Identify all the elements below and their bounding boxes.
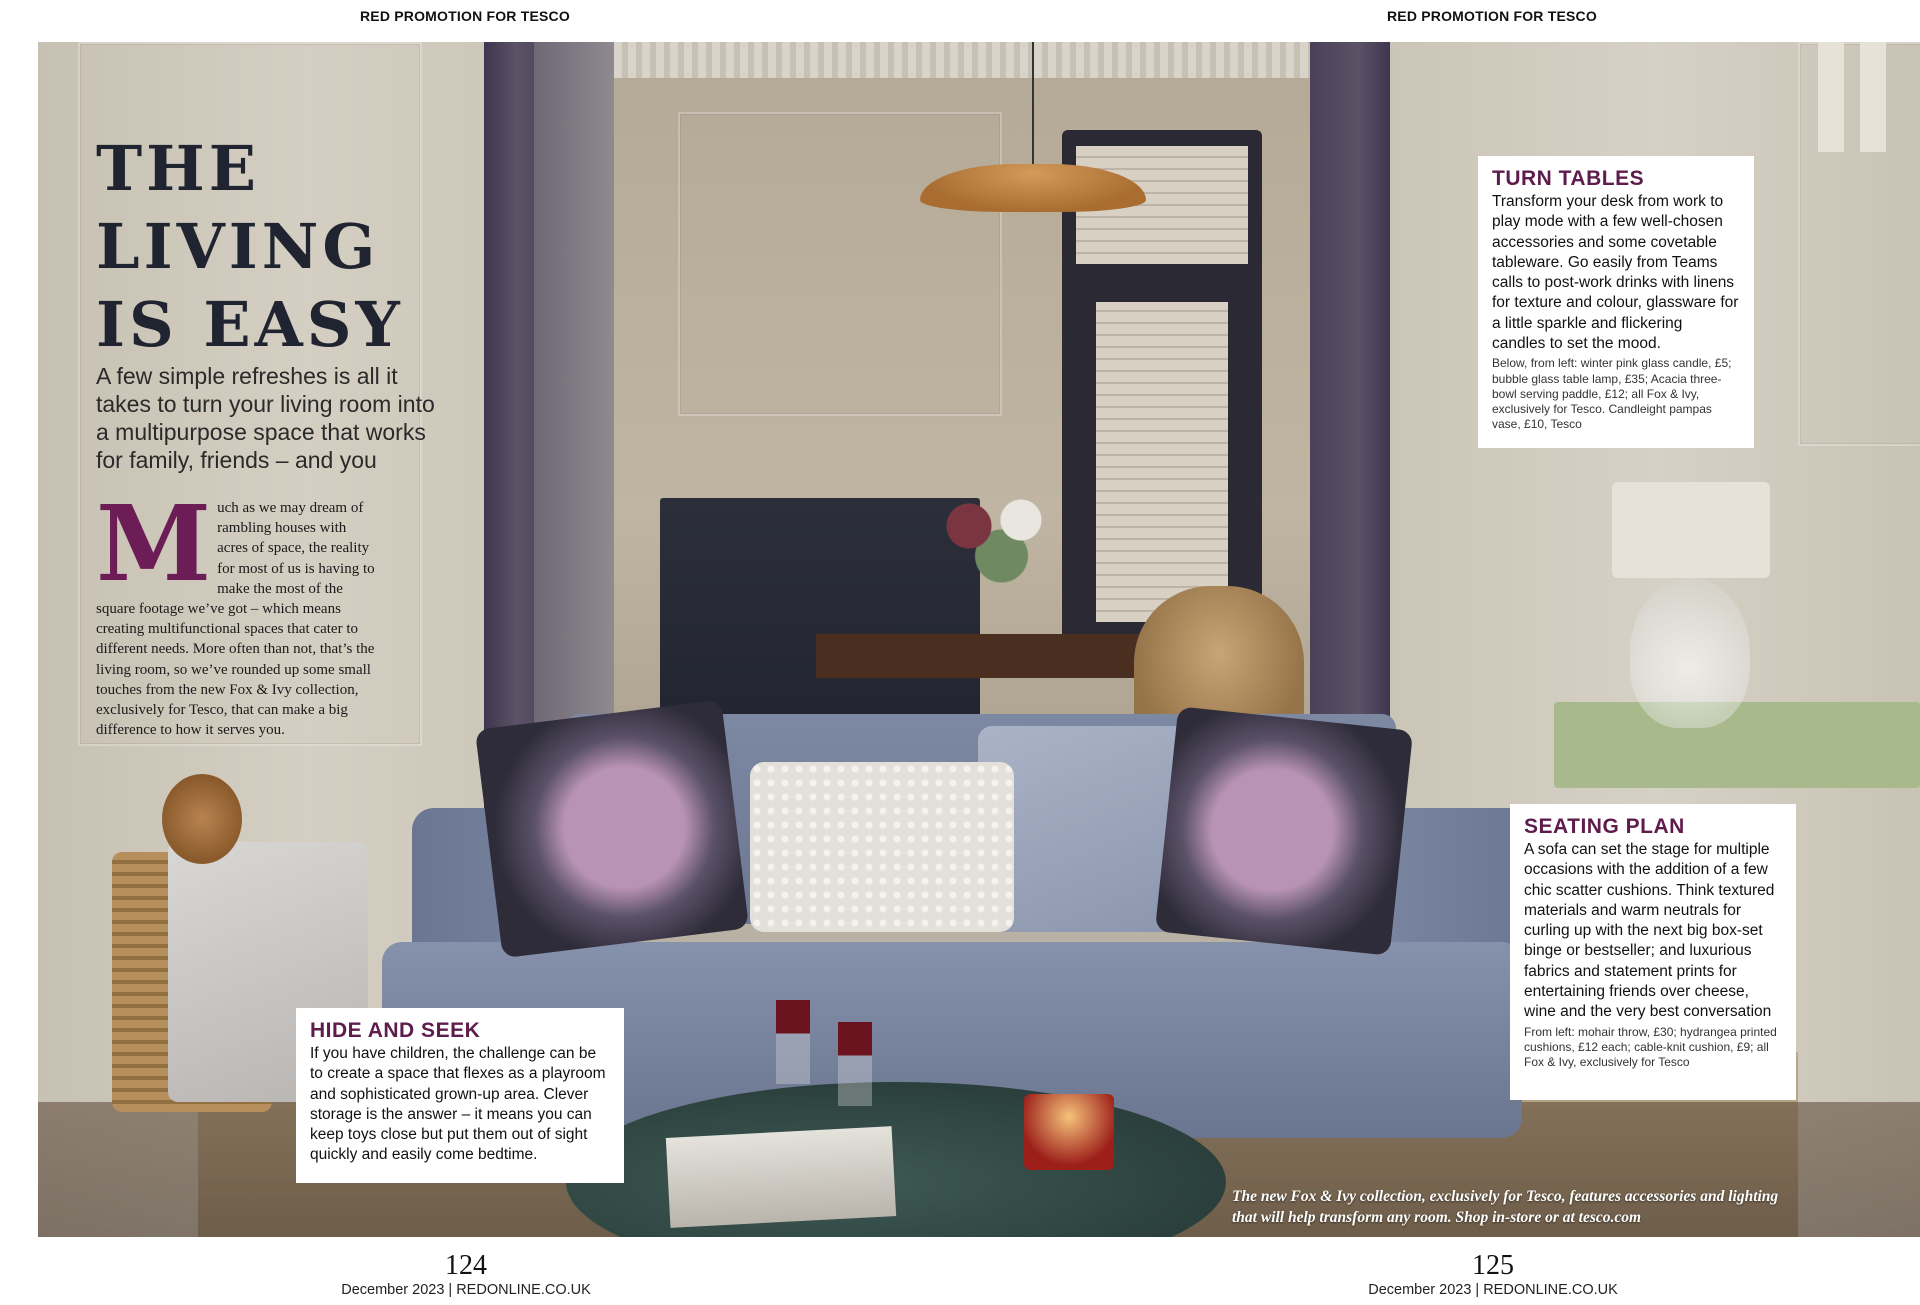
back-wall-panel <box>678 112 1002 416</box>
headline-line: IS EASY <box>96 288 404 361</box>
article-headline <box>96 130 404 364</box>
promo-header-right: RED PROMOTION FOR TESCO <box>1387 8 1597 24</box>
wooden-desk <box>816 634 1152 678</box>
caption-hide-and-seek <box>296 1008 624 1183</box>
article-body <box>96 482 378 740</box>
headline-line: LIVING <box>96 210 380 283</box>
caption-text: A sofa can set the stage for multiple occasions with the addition of a few chic scatter cushions. Think textured materials and warm neutrals for curling up with the next big box-set binge or bestseller; and luxurious fabrics and statement prints for entertaining friends over cheese, wine and the very best conversation <box>1524 841 1775 1021</box>
caption-turn-tables <box>1478 156 1754 448</box>
window-pane-bottom <box>1096 302 1228 622</box>
flower-vase <box>930 478 1060 598</box>
teddy-bear <box>162 774 242 864</box>
green-console-table <box>1554 702 1920 788</box>
book-stack <box>666 1126 896 1228</box>
ceiling-cornice <box>614 42 1350 78</box>
photo-caption: The new Fox & Ivy collection, exclusively for Tesco, features accessories and lighting that will help transform any room. Shop in-store or at tesco.com <box>1232 1188 1779 1226</box>
table-lamp-shade <box>1612 482 1770 578</box>
red-glass-candle <box>1024 1094 1114 1170</box>
caption-text: Transform your desk from work to play mode with a few well-chosen accessories and some covetable tableware. Go easily from Teams calls to post-work drinks with linens for texture and colour, glassware for a little sparkle and flickering candles to set the mood. <box>1492 193 1739 353</box>
caption-seating-plan <box>1510 804 1796 1100</box>
issue-date-site: December 2023 | REDONLINE.CO.UK <box>341 1282 591 1298</box>
article-body-text: uch as we may dream of rambling houses with acres of space, the reality for most of us is having to make the most of the square footage we’ve got – which means creating multifunctional spaces that cater to different needs. More often than not, that’s the living room, so we’ve rounded up some small touches from the new Fox & Ivy collection, exclusively for Tesco, that can make a big difference to how it serves you. <box>96 500 375 739</box>
hydrangea-cushion-right <box>1155 706 1413 955</box>
caption-title: TURN TABLES <box>1492 167 1645 190</box>
bubble-glass-lamp <box>1630 578 1750 728</box>
headline-line: THE <box>96 132 260 205</box>
wine-glass <box>838 986 872 1106</box>
caption-credits: From left: mohair throw, £30; hydrangea printed cushions, £12 each; cable-knit cushion, £9; all Fox & Ivy, exclusively for Tesco <box>1524 1024 1777 1070</box>
page-number: 125 <box>1472 1250 1514 1281</box>
caption-text: If you have children, the challenge can be to create a space that flexes as a playroom and sophisticated grown-up area. Clever storage is the answer – it means you can keep toys close but put them out of sight quickly and easily come bedtime. <box>310 1045 606 1164</box>
caption-credits: Below, from left: winter pink glass candle, £5; bubble glass table lamp, £35; Acacia three-bowl serving paddle, £12; all Fox & Ivy, exclusively for Tesco. Candleight pampas vase, £10, Tesco <box>1492 356 1732 432</box>
wine-glass <box>776 964 810 1084</box>
wall-sconce <box>1798 42 1908 152</box>
pendant-cord <box>1032 42 1034 166</box>
page-footer-right <box>1343 1251 1643 1298</box>
hydrangea-cushion-left <box>475 700 749 959</box>
page-number: 124 <box>445 1250 487 1281</box>
door-frame-right <box>1310 42 1390 822</box>
caption-title: HIDE AND SEEK <box>310 1019 481 1042</box>
cable-knit-cushion <box>750 762 1014 932</box>
page-footer-left <box>316 1251 616 1298</box>
drop-cap: M <box>96 482 212 605</box>
article-standfirst: A few simple refreshes is all it takes to turn your living room into a multipurpose space that works for family, friends – and you <box>96 363 435 473</box>
issue-date-site: December 2023 | REDONLINE.CO.UK <box>1368 1282 1618 1298</box>
door-leaf <box>534 42 614 742</box>
caption-title: SEATING PLAN <box>1524 815 1685 838</box>
promo-header-left: RED PROMOTION FOR TESCO <box>360 8 570 24</box>
